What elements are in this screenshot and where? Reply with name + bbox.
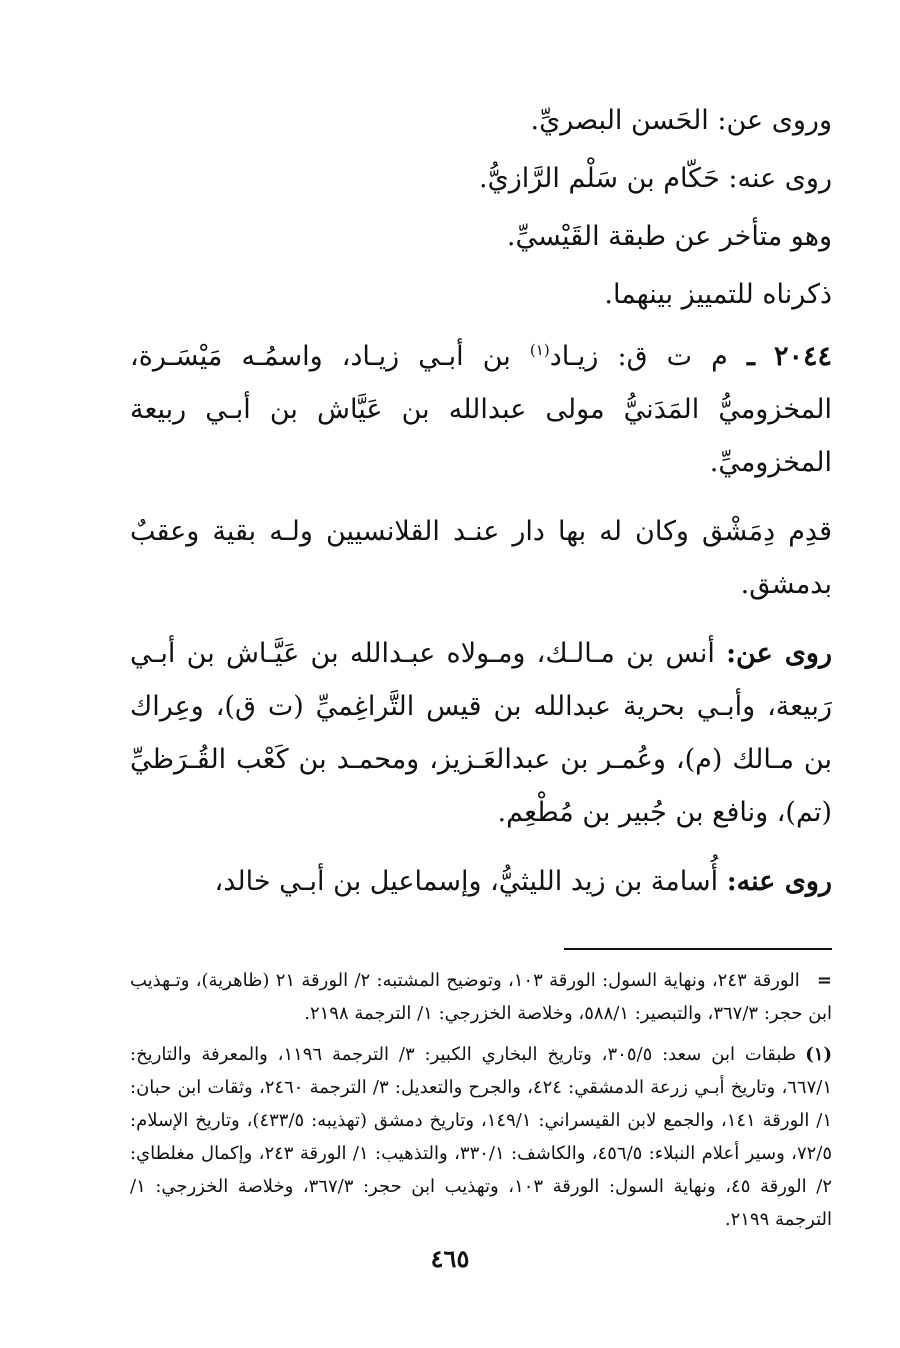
narrated-from-label: روى عن: [726, 638, 832, 669]
entry-name: زيـاد [549, 341, 599, 372]
narrated-from-text: أنس بن مـالـك، ومـولاه عبـدالله بن عَيَّـاش بن أبـي رَبيعة، وأبـي بحرية عبدالله بن قيس التَّراغِميِّ (ت ق)، وعِراك بن مـالك (م)، وعُمـر بن عبدالعَـزيز، ومحمـد بن كَعْب القُـرَظيِّ (تم)، ونافع بن جُبير بن مُطْعِم. [130, 638, 832, 828]
narrated-by-label: روى عنه: [726, 866, 832, 897]
entry-number: ٢٠٤٤ [773, 341, 832, 372]
entry-text: بن أبـي زيـاد، واسمُـه مَيْسَـرة، المخزوميُّ المَدَنيُّ مولى عبدالله بن عَيَّاش بن أبـي ربيعة المخزوميِّ. [130, 341, 832, 478]
footnote-ref: (١) [529, 341, 550, 359]
text-line: وروى عن: الحَسن البصريِّ. [530, 105, 832, 136]
narrated-from-paragraph [130, 627, 832, 839]
text-line: ذكرناه للتمييز بينهما. [604, 279, 832, 310]
footnote-mark: (١) [805, 1044, 832, 1065]
text-line: روى عنه: حَكّام بن سَلْم الرَّازيُّ. [479, 163, 832, 194]
narrated-by-text: أُسامة بن زيد الليثيُّ، وإسماعيل بن أبـي خالد، [214, 866, 719, 897]
entry-codes: م ت ق: [617, 341, 728, 372]
footnote-text: الورقة ٢٤٣، ونهاية السول: الورقة ١٠٣، وتوضيح المشتبه: ٢/ الورقة ٢١ (ظاهرية)، وتـهذيب ابن حجر: ٣٦٧/٣، والتبصير: ٥٨٨/١، وخلاصة الخزرجي: ١/ الترجمة ٢١٩٨. [130, 970, 832, 1024]
footnote [130, 1038, 832, 1236]
entry-dash: ـ [746, 341, 755, 372]
footnote-text: طبقات ابن سعد: ٣٠٥/٥، وتاريخ البخاري الكبير: ٣/ الترجمة ١١٩٦، والمعرفة والتاريخ: ٦٦٧/١، وتاريخ أبـي زرعة الدمشقي: ٤٢٤، والجرح والتعديل: ٣/ الترجمة ٢٤٦٠، وثقات ابن حبان: ١/ الورقة ١٤١، والجمع لابن القيسراني: ١٤٩/١، وتاريخ دمشق (تهذيبه: ٤٣٣/٥)، وتاريخ الإسلام: ٧٢/٥، وسير أعلام النبلاء: ٤٥٦/٥، والكاشف: ٣٣٠/١، والتذهيب: ١/ الورقة ٢٤٣، وإكمال مغلطاي: ٢/ الورقة ٤٥، ونهاية السول: الورقة ١٠٣، وتهذيب ابن حجر: ٣٦٧/٣، وخلاصة الخزرجي: ١/ الترجمة ٢١٩٩. [130, 1044, 833, 1230]
text-line: وهو متأخر عن طبقة القَيْسيِّ. [506, 221, 832, 252]
footnote-mark: = [816, 970, 833, 991]
footnote-divider [564, 948, 832, 950]
damascus-paragraph: قدِم دِمَشْق وكان له بها دار عنـد القلانسيين ولـه بقية وعقبٌ بدمشق. [130, 516, 832, 600]
entry-paragraph [130, 330, 832, 489]
footnote [130, 964, 832, 1030]
page-number: ٤٦٥ [430, 1244, 470, 1273]
narrated-by-paragraph [130, 855, 832, 908]
